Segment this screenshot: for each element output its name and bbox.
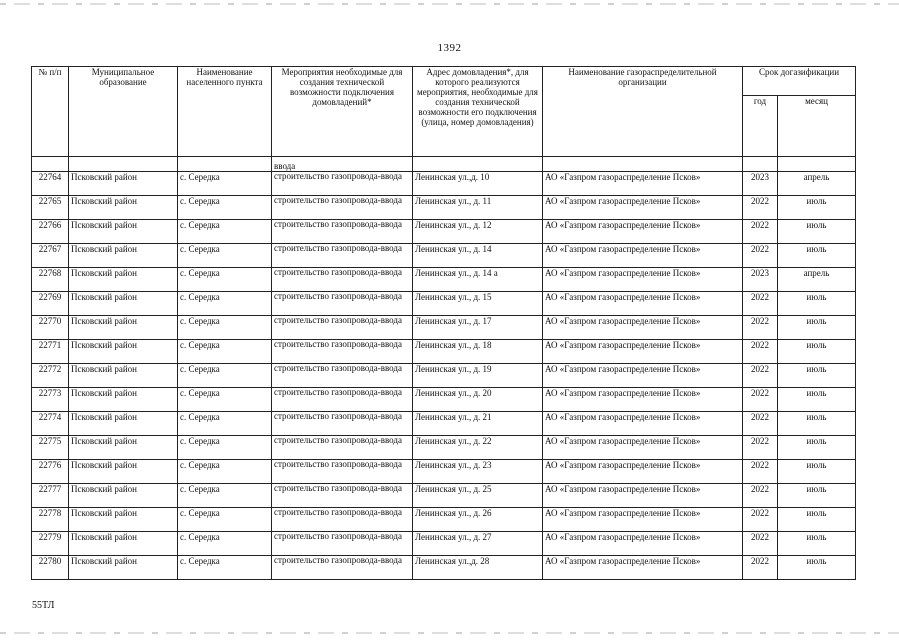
address-cell: Ленинская ул., д. 11 (413, 196, 543, 220)
address-cell: Ленинская ул., д. 25 (413, 484, 543, 508)
table-row (32, 220, 856, 244)
page-number: 1392 (437, 42, 462, 54)
year-cell: 2022 (743, 340, 778, 364)
table-row (32, 388, 856, 412)
measure-cell: строительство газопровода-ввода (272, 292, 413, 316)
year-cell: 2022 (743, 220, 778, 244)
month-cell: июль (778, 460, 856, 484)
address-cell: Ленинская ул., д. 22 (413, 436, 543, 460)
organization-cell: АО «Газпром газораспределение Псков» (543, 460, 743, 484)
measure-cell: строительство газопровода-ввода (272, 172, 413, 196)
month-cell: июль (778, 388, 856, 412)
settlement-cell: с. Середка (178, 268, 272, 292)
table-row (32, 436, 856, 460)
year-cell: 2022 (743, 484, 778, 508)
year-cell: 2022 (743, 460, 778, 484)
month-cell: апрель (778, 172, 856, 196)
address-cell: Ленинская ул., д. 23 (413, 460, 543, 484)
row-number: 22774 (32, 412, 69, 436)
measure-cell: строительство газопровода-ввода (272, 220, 413, 244)
municipality-cell: Псковский район (69, 340, 178, 364)
year-cell: 2022 (743, 436, 778, 460)
address-cell: Ленинская ул., д. 20 (413, 388, 543, 412)
month-cell: июль (778, 196, 856, 220)
address-cell: Ленинская ул., д. 19 (413, 364, 543, 388)
table-row (32, 292, 856, 316)
table-row (32, 268, 856, 292)
row-number: 22772 (32, 364, 69, 388)
row-number: 22764 (32, 172, 69, 196)
settlement-cell: с. Середка (178, 532, 272, 556)
month-cell: июль (778, 436, 856, 460)
settlement-cell: с. Середка (178, 172, 272, 196)
month-cell: июль (778, 484, 856, 508)
measure-cell: строительство газопровода-ввода (272, 340, 413, 364)
organization-cell: АО «Газпром газораспределение Псков» (543, 244, 743, 268)
year-cell: 2022 (743, 508, 778, 532)
address-cell: Ленинская ул.,д. 10 (413, 172, 543, 196)
header-month: месяц (778, 96, 856, 157)
settlement-cell: с. Середка (178, 508, 272, 532)
measure-cell: строительство газопровода-ввода (272, 484, 413, 508)
month-cell: июль (778, 220, 856, 244)
month-cell: июль (778, 244, 856, 268)
row-number: 22776 (32, 460, 69, 484)
year-cell: 2022 (743, 244, 778, 268)
table-row (32, 460, 856, 484)
month-cell: июль (778, 556, 856, 580)
settlement-cell: с. Середка (178, 340, 272, 364)
organization-cell: АО «Газпром газораспределение Псков» (543, 316, 743, 340)
settlement-cell: с. Середка (178, 436, 272, 460)
row-number: 22767 (32, 244, 69, 268)
header-organization: Наименование газораспределительной организации (543, 67, 743, 157)
month-cell: июль (778, 508, 856, 532)
measure-cell: строительство газопровода-ввода (272, 196, 413, 220)
measure-cell: строительство газопровода-ввода (272, 460, 413, 484)
settlement-cell: с. Середка (178, 244, 272, 268)
municipality-cell: Псковский район (69, 268, 178, 292)
header-term: Срок догазификации (743, 67, 856, 96)
row-number: 22769 (32, 292, 69, 316)
year-cell: 2023 (743, 268, 778, 292)
measure-cell: строительство газопровода-ввода (272, 508, 413, 532)
organization-cell: АО «Газпром газораспределение Псков» (543, 268, 743, 292)
header-year: год (743, 96, 778, 157)
settlement-cell: с. Середка (178, 316, 272, 340)
row-number: 22777 (32, 484, 69, 508)
address-cell: Ленинская ул., д. 14 а (413, 268, 543, 292)
header-address: Адрес домовладения*, для которого реализуются мероприятия, необходимые для создания технической возможности его подключения (улица, номер домовладения) (413, 67, 543, 157)
address-cell: Ленинская ул.,д. 28 (413, 556, 543, 580)
organization-cell: АО «Газпром газораспределение Псков» (543, 172, 743, 196)
municipality-cell: Псковский район (69, 292, 178, 316)
month-cell: июль (778, 532, 856, 556)
scan-artifact-bottom (0, 632, 899, 634)
header-municipality: Муниципальное образование (69, 67, 178, 157)
measure-cell: строительство газопровода-ввода (272, 532, 413, 556)
table-row (32, 532, 856, 556)
table-row (32, 244, 856, 268)
municipality-cell: Псковский район (69, 412, 178, 436)
address-cell: Ленинская ул., д. 12 (413, 220, 543, 244)
measure-cell: строительство газопровода-ввода (272, 436, 413, 460)
header-num: № п/п (32, 67, 69, 157)
organization-cell: АО «Газпром газораспределение Псков» (543, 508, 743, 532)
organization-cell: АО «Газпром газораспределение Псков» (543, 340, 743, 364)
measure-cell: строительство газопровода-ввода (272, 556, 413, 580)
address-cell: Ленинская ул., д. 17 (413, 316, 543, 340)
scan-artifact-top (0, 3, 899, 5)
municipality-cell: Псковский район (69, 172, 178, 196)
settlement-cell: с. Середка (178, 220, 272, 244)
header-measures: Мероприятия необходимые для создания технической возможности подключения домовладений* (272, 67, 413, 157)
row-number: 22780 (32, 556, 69, 580)
organization-cell: АО «Газпром газораспределение Псков» (543, 364, 743, 388)
organization-cell: АО «Газпром газораспределение Псков» (543, 484, 743, 508)
header-settlement: Наименование населенного пункта (178, 67, 272, 157)
settlement-cell: с. Середка (178, 292, 272, 316)
row-number: 22775 (32, 436, 69, 460)
row-number: 22765 (32, 196, 69, 220)
month-cell: июль (778, 364, 856, 388)
organization-cell: АО «Газпром газораспределение Псков» (543, 388, 743, 412)
address-cell: Ленинская ул., д. 14 (413, 244, 543, 268)
table-row (32, 196, 856, 220)
municipality-cell: Псковский район (69, 364, 178, 388)
organization-cell: АО «Газпром газораспределение Псков» (543, 436, 743, 460)
address-cell: Ленинская ул., д. 15 (413, 292, 543, 316)
organization-cell: АО «Газпром газораспределение Псков» (543, 196, 743, 220)
year-cell: 2022 (743, 364, 778, 388)
month-cell: июль (778, 316, 856, 340)
continuation-row (32, 157, 856, 172)
measure-cell: строительство газопровода-ввода (272, 244, 413, 268)
row-number: 22773 (32, 388, 69, 412)
continuation-cell: ввода (272, 157, 413, 172)
row-number: 22778 (32, 508, 69, 532)
municipality-cell: Псковский район (69, 556, 178, 580)
address-cell: Ленинская ул., д. 18 (413, 340, 543, 364)
municipality-cell: Псковский район (69, 484, 178, 508)
address-cell: Ленинская ул., д. 21 (413, 412, 543, 436)
municipality-cell: Псковский район (69, 460, 178, 484)
year-cell: 2022 (743, 196, 778, 220)
organization-cell: АО «Газпром газораспределение Псков» (543, 532, 743, 556)
address-cell: Ленинская ул., д. 26 (413, 508, 543, 532)
measure-cell: строительство газопровода-ввода (272, 364, 413, 388)
table-row (32, 316, 856, 340)
year-cell: 2023 (743, 172, 778, 196)
settlement-cell: с. Середка (178, 388, 272, 412)
municipality-cell: Псковский район (69, 316, 178, 340)
measure-cell: строительство газопровода-ввода (272, 316, 413, 340)
organization-cell: АО «Газпром газораспределение Псков» (543, 220, 743, 244)
gasification-table (31, 66, 856, 580)
municipality-cell: Псковский район (69, 220, 178, 244)
settlement-cell: с. Середка (178, 196, 272, 220)
measure-cell: строительство газопровода-ввода (272, 268, 413, 292)
month-cell: апрель (778, 268, 856, 292)
table-row (32, 484, 856, 508)
month-cell: июль (778, 340, 856, 364)
row-number: 22771 (32, 340, 69, 364)
municipality-cell: Псковский район (69, 508, 178, 532)
municipality-cell: Псковский район (69, 388, 178, 412)
month-cell: июль (778, 292, 856, 316)
month-cell: июль (778, 412, 856, 436)
municipality-cell: Псковский район (69, 436, 178, 460)
settlement-cell: с. Середка (178, 556, 272, 580)
organization-cell: АО «Газпром газораспределение Псков» (543, 556, 743, 580)
organization-cell: АО «Газпром газораспределение Псков» (543, 412, 743, 436)
row-number: 22768 (32, 268, 69, 292)
municipality-cell: Псковский район (69, 196, 178, 220)
table-row (32, 508, 856, 532)
footer-code: 55ТЛ (32, 600, 55, 611)
table-row (32, 412, 856, 436)
year-cell: 2022 (743, 316, 778, 340)
municipality-cell: Псковский район (69, 244, 178, 268)
settlement-cell: с. Середка (178, 412, 272, 436)
organization-cell: АО «Газпром газораспределение Псков» (543, 292, 743, 316)
settlement-cell: с. Середка (178, 484, 272, 508)
row-number: 22779 (32, 532, 69, 556)
municipality-cell: Псковский район (69, 532, 178, 556)
table-row (32, 172, 856, 196)
settlement-cell: с. Середка (178, 460, 272, 484)
measure-cell: строительство газопровода-ввода (272, 412, 413, 436)
address-cell: Ленинская ул., д. 27 (413, 532, 543, 556)
year-cell: 2022 (743, 388, 778, 412)
measure-cell: строительство газопровода-ввода (272, 388, 413, 412)
table-row (32, 364, 856, 388)
year-cell: 2022 (743, 556, 778, 580)
table-row (32, 556, 856, 580)
year-cell: 2022 (743, 532, 778, 556)
settlement-cell: с. Середка (178, 364, 272, 388)
year-cell: 2022 (743, 292, 778, 316)
row-number: 22770 (32, 316, 69, 340)
year-cell: 2022 (743, 412, 778, 436)
table-row (32, 340, 856, 364)
row-number: 22766 (32, 220, 69, 244)
